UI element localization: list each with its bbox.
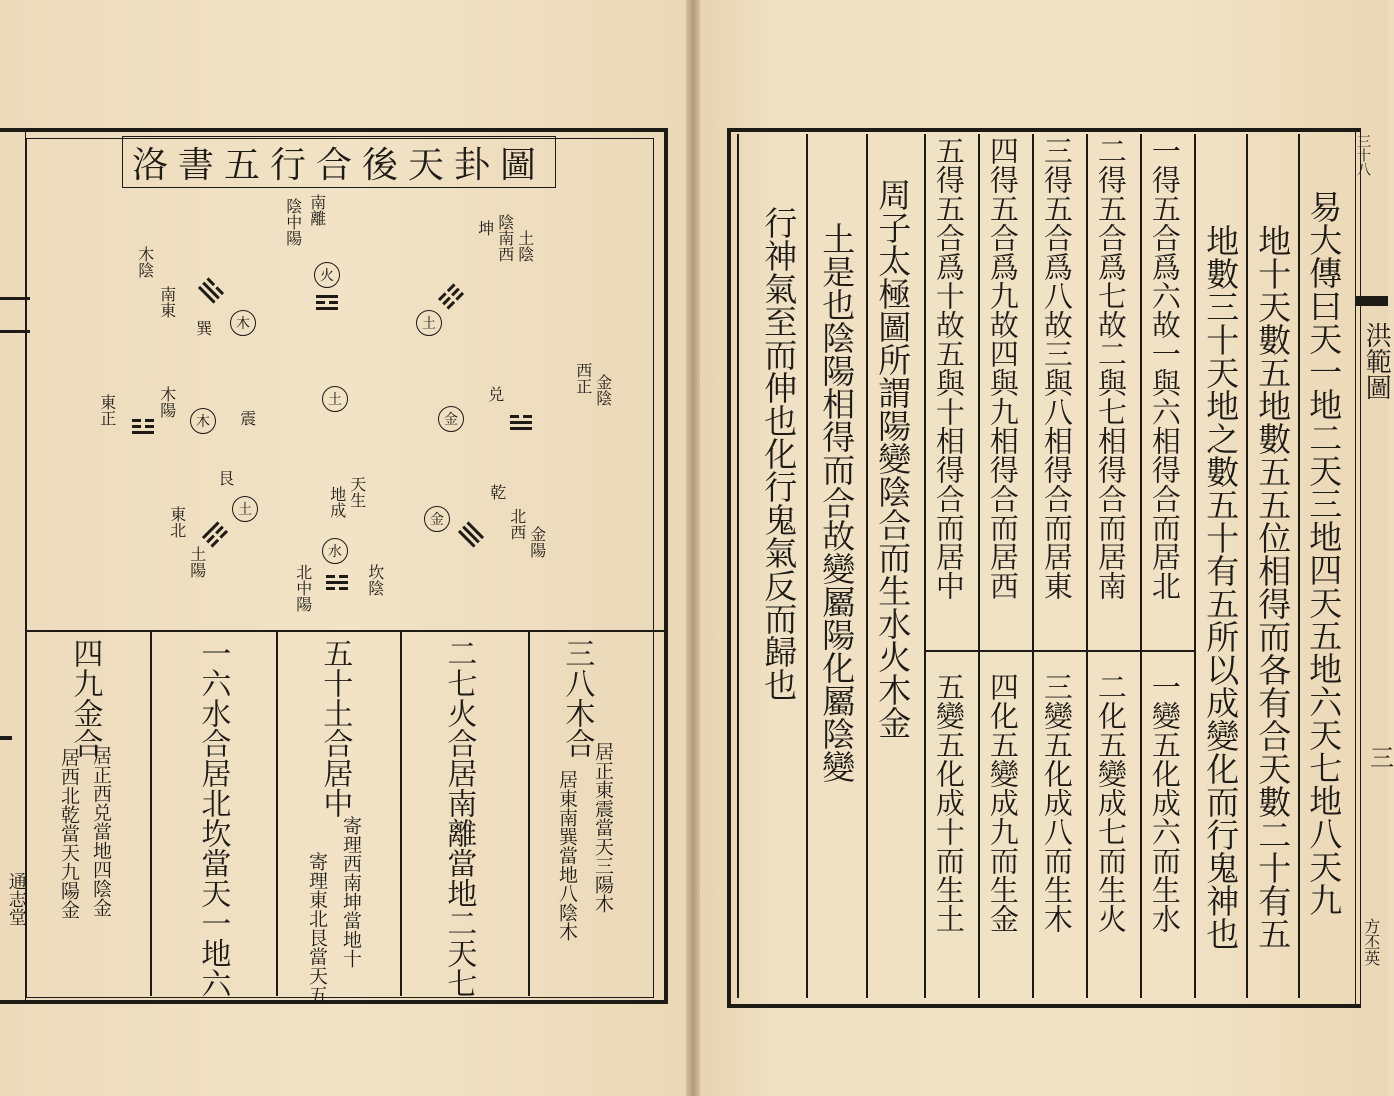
trigram-right — [510, 412, 532, 433]
trigram-bottom-right — [456, 519, 486, 549]
right-col-line-1 — [1298, 134, 1300, 998]
heading-fire: 二七火合居南離當地二天七 — [441, 638, 477, 998]
right-col-line-7 — [978, 134, 980, 998]
table-lower-4: 四化五變成九而生金 — [985, 672, 1020, 933]
label-bottom-right-3: 金陽 — [527, 526, 547, 558]
margin-page-number: 三 — [1370, 744, 1394, 772]
label-bottom-4: 北中陽 — [293, 564, 313, 612]
left-col-line-3 — [400, 630, 402, 996]
label-left-1: 震 — [237, 410, 257, 426]
trigram-bottom — [326, 572, 348, 593]
left-col-line-2 — [276, 630, 278, 996]
margin-carver: 方丕英 — [1361, 918, 1381, 966]
right-col-line-2 — [1246, 134, 1248, 998]
label-top-right-3: 土陰 — [515, 230, 535, 262]
heading-wood: 三八木合 — [559, 638, 595, 758]
label-left-3: 木陽 — [157, 386, 177, 418]
table-upper-1: 一得五合爲六故一與六相得合而居北 — [1147, 136, 1182, 600]
publisher-mark: 通志堂 — [5, 872, 27, 926]
left-col-line-4 — [528, 630, 530, 996]
label-bottom-3: 坎陰 — [365, 564, 385, 596]
note-earth-2: 寄理東北艮當天五 — [305, 852, 328, 1004]
table-lower-3: 三變五化成八而生木 — [1039, 672, 1074, 933]
right-inner-border — [737, 134, 739, 998]
table-lower-1: 一變五化成六而生水 — [1147, 672, 1182, 933]
table-divider — [924, 650, 1194, 652]
label-bottom-left-1: 艮 — [215, 470, 235, 486]
circle-bottom: 水 — [322, 538, 348, 564]
note-earth-1: 寄理西南坤當地十 — [339, 816, 362, 968]
right-col-line-10 — [806, 134, 808, 998]
circle-bottom-left: 土 — [232, 496, 258, 522]
label-top-2: 南離 — [307, 194, 327, 226]
table-upper-3: 三得五合爲八故三與八相得合而居東 — [1039, 136, 1074, 600]
circle-top-left: 木 — [230, 310, 256, 336]
label-right-1: 兑 — [485, 386, 505, 402]
table-upper-2: 二得五合爲七故二與七相得合而居南 — [1093, 136, 1128, 600]
label-right-2: 西正 — [573, 362, 593, 394]
trigram-left — [132, 416, 154, 437]
closing-col-2: 土是也陰陽相得而合故變屬陽化屬陰變 — [817, 222, 857, 783]
luoshu-diagram — [40, 190, 640, 630]
label-top-left-2: 南東 — [157, 286, 177, 318]
circle-right: 金 — [438, 406, 464, 432]
label-bottom-right-2: 北西 — [507, 508, 527, 540]
note-wood-1: 居正東震當天三陽木 — [591, 742, 614, 913]
main-text-col-3: 地數三十天地之數五十有五所以成變化而行鬼神也 — [1201, 224, 1241, 950]
heading-earth: 五十土合居中 — [317, 638, 353, 818]
right-col-line-3 — [1194, 134, 1196, 998]
diagram-title: 洛書五行合後天卦圖 — [122, 136, 556, 188]
closing-col-1: 周子太極圖所謂陽變陰合而生水火木金 — [873, 178, 913, 739]
table-lower-2: 二化五變成七而生火 — [1093, 672, 1128, 933]
margin-volume: 三十八 — [1355, 134, 1371, 176]
right-col-line-8 — [924, 134, 926, 998]
label-bottom-1: 天生 — [347, 476, 367, 508]
trigram-top — [316, 292, 338, 313]
left-col-line-1 — [150, 630, 152, 996]
label-bottom-right-1: 乾 — [487, 484, 507, 500]
right-col-line-9 — [866, 134, 868, 998]
table-upper-4: 四得五合爲九故四與九相得合而居西 — [985, 136, 1020, 600]
label-top-left-3: 木陰 — [135, 246, 155, 278]
label-top-right-1: 坤 — [475, 220, 495, 236]
circle-left: 木 — [190, 408, 216, 434]
fold-mark — [0, 736, 12, 750]
heading-metal: 四九金合 — [67, 638, 103, 758]
fishtail-mark-right — [1355, 296, 1388, 306]
book-gutter — [686, 0, 700, 1096]
note-metal-1: 居正西兑當地四陰金 — [89, 746, 112, 917]
closing-col-3: 行神氣至而伸也化行鬼氣反而歸也 — [759, 206, 799, 701]
fishtail-mark — [0, 297, 30, 333]
circle-top-right: 土 — [416, 310, 442, 336]
label-bottom-left-3: 土陽 — [187, 546, 207, 578]
label-right-3: 金陰 — [593, 374, 613, 406]
trigram-top-right — [436, 281, 466, 311]
table-upper-5: 五得五合爲十故五與十相得合而居中 — [931, 136, 966, 600]
label-top-1: 陰中陽 — [283, 198, 303, 246]
label-top-left-1: 巽 — [193, 320, 213, 336]
circle-bottom-right: 金 — [424, 506, 450, 532]
table-lower-5: 五變五化成十而生土 — [931, 672, 966, 933]
left-table-divider — [26, 630, 666, 632]
main-text-col-2: 地十天數五地數五五位相得而各有合天數二十有五 — [1253, 224, 1293, 950]
trigram-top-left — [196, 275, 226, 305]
label-left-2: 東正 — [97, 394, 117, 426]
main-text-col-1: 易大傳曰天一地二天三地四天五地六天七地八天九 — [1304, 190, 1344, 916]
heading-water: 一六水合居北坎當天一地六 — [195, 638, 231, 998]
note-metal-2: 居西北乾當天九陽金 — [57, 748, 80, 919]
margin-title: 洪範圖 — [1361, 322, 1392, 400]
note-wood-2: 居東南巽當地八陰木 — [555, 770, 578, 941]
circle-top: 火 — [314, 262, 340, 288]
center-circle: 土 — [322, 386, 348, 412]
label-top-right-2: 陰南西 — [495, 214, 515, 262]
center-margin — [1355, 128, 1392, 1008]
label-bottom-left-2: 東北 — [167, 506, 187, 538]
right-col-line-6 — [1032, 134, 1034, 998]
right-col-line-5 — [1086, 134, 1088, 998]
label-bottom-2: 地成 — [327, 486, 347, 518]
right-col-line-4 — [1140, 134, 1142, 998]
